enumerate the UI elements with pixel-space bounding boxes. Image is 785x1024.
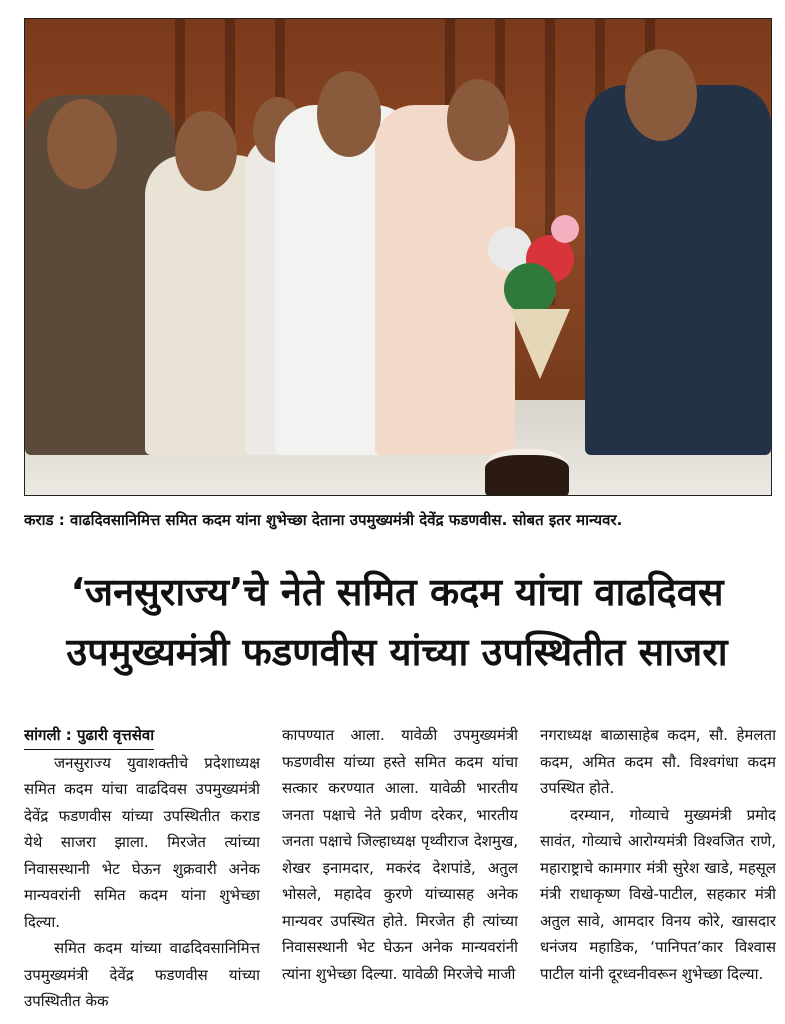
- article-column-2: [282, 722, 518, 1022]
- paragraph: समित कदम यांच्या वाढदिवसानिमित्त उपमुख्यमंत्री देवेंद्र फडणवीस यांच्या उपस्थितीत केक: [24, 939, 260, 1010]
- news-photo: [24, 18, 772, 496]
- paragraph: कापण्यात आला. यावेळी उपमुख्यमंत्री फडणवीस यांच्या हस्ते समित कदम यांचा सत्कार करण्यात आला. यावेळी भारतीय जनता पक्षाचे नेते प्रवीण दरेकर, भारतीय जनता पक्षाचे जिल्हाध्यक्ष पृथ्वीराज देशमुख, शेखर इनामदार, मकरंद देशपांडे, अतुल भोसले, महादेव कुरणे यांच्यासह अनेक मान्यवर उपस्थित होते. मिरजेत ही त्यांच्या निवासस्थानी भेट घेऊन अनेक मान्यवरांनी त्यांना शुभेच्छा दिल्या. यावेळी मिरजेचे माजी: [282, 726, 518, 983]
- bouquet-illustration: [470, 189, 600, 379]
- headline: [24, 562, 770, 682]
- article-column-3: [540, 722, 776, 1022]
- headline-line-2: उपमुख्यमंत्री फडणवीस यांच्या उपस्थितीत साजरा: [66, 630, 728, 674]
- paragraph: नगराध्यक्ष बाळासाहेब कदम, सौ. हेमलता कदम, अमित कदम सौ. विश्वगंधा कदम उपस्थित होते.: [540, 726, 776, 797]
- article-column-1: [24, 722, 260, 1022]
- paragraph: दरम्यान, गोव्याचे मुख्यमंत्री प्रमोद सावंत, गोव्याचे आरोग्यमंत्री विश्वजित राणे, महाराष्ट्राचे कामगार मंत्री सुरेश खाडे, महसूल मंत्री राधाकृष्ण विखे-पाटील, सहकार मंत्री अतुल सावे, आमदार विनय कोरे, खासदार धनंजय महाडिक, ‘पानिपत’कार विश्वास पाटील यांनी दूरध्वनीवरून शुभेच्छा दिल्या.: [540, 805, 776, 983]
- headline-line-1: ‘जनसुराज्य’चे नेते समित कदम यांचा वाढदिवस: [70, 570, 724, 614]
- paragraph: जनसुराज्य युवाशक्तीचे प्रदेशाध्यक्ष समित कदम यांचा वाढदिवस उपमुख्यमंत्री देवेंद्र फडणवीस यांच्या उपस्थितीत कराड येथे साजरा झाला. मिरजेत त्यांच्या निवासस्थानी भेट घेऊन शुक्रवारी अनेक मान्यवरांनी समित कदम यांना शुभेच्छा दिल्या.: [24, 753, 260, 931]
- dateline: सांगली : पुढारी वृत्तसेवा: [24, 722, 154, 750]
- cake-illustration: [485, 449, 569, 496]
- photo-caption: कराड : वाढदिवसानिमित्त समित कदम यांना शुभेच्छा देताना उपमुख्यमंत्री देवेंद्र फडणवीस. सोबत इतर मान्यवर.: [24, 511, 623, 529]
